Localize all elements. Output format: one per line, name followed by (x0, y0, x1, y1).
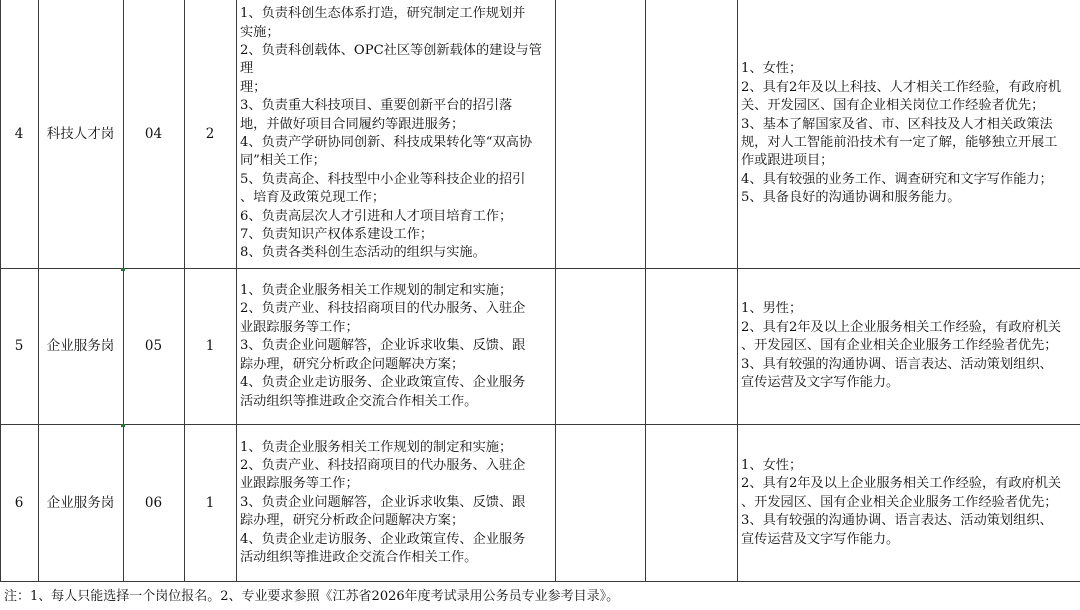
requirement-line: 作或跟进项目； (741, 153, 834, 169)
duty-line: 实施； (240, 24, 280, 40)
duty-line: 7、负责知识产权体系建设工作； (240, 227, 434, 243)
headcount (184, 269, 236, 424)
duty-line: 1、负责企业服务相关工作规划的制定和实施； (240, 439, 513, 455)
headcount-text: 1 (205, 338, 215, 354)
headcount (184, 425, 236, 581)
grid-line (737, 0, 738, 582)
requirement-line: 2、具有2年及以上科技、人才相关工作经验，有政府机 (741, 79, 1062, 95)
duty-line: 活动组织等推进政企交流合作相关工作。 (240, 393, 478, 409)
requirement-line: 规，对人工智能前沿技术有一定了解，能够独立开展工 (741, 135, 1058, 150)
row-index (0, 269, 38, 424)
duty-line: 地，并做好项目合同履约等跟进服务； (240, 116, 465, 132)
duty-line: 2、负责科创载体、OPC社区等创新载体的建设与管理 (240, 42, 542, 77)
position-name-text: 科技人才岗 (46, 125, 115, 142)
requirement-line: 宣传运营及文字写作能力。 (741, 375, 900, 391)
requirement-line: 1、男性； (741, 301, 803, 317)
row-index (0, 425, 38, 581)
table-footnote: 注：1、每人只能选择一个岗位报名。2、专业要求参照《江苏省2026年度考试录用公务员专业参考目录》。 (4, 589, 620, 604)
duty-line: 6、负责高层次人才引进和人才项目培育工作； (240, 208, 513, 224)
duty-line: 、培育及政策兑现工作； (240, 190, 386, 206)
duty-line: 3、负责重大科技项目、重要创新平台的招引落 (240, 98, 513, 114)
row-index-text: 5 (14, 338, 24, 354)
requirement-line: 3、具有较强的沟通协调、语言表达、活动策划组织、 (741, 513, 1053, 529)
requirements-cell (741, 0, 1080, 268)
duties-list (240, 282, 525, 411)
headcount-text: 1 (205, 494, 215, 511)
requirement-line: 5、具备良好的沟通协调和服务能力。 (741, 190, 961, 206)
position-name-text: 企业服务岗 (46, 494, 115, 511)
requirement-line: 1、女性； (741, 61, 803, 77)
duty-line: 踪办理，研究分析政企问题解决方案； (240, 356, 465, 372)
position-name-text: 企业服务岗 (46, 338, 115, 354)
requirement-line: 宣传运营及文字写作能力。 (741, 531, 900, 547)
duties-cell (240, 269, 554, 424)
requirements-cell (741, 425, 1080, 581)
requirement-line: 1、女性； (741, 457, 803, 473)
duty-line: 4、负责企业走访服务、企业政策宣传、企业服务 (240, 375, 526, 391)
duty-line: 1、负责科创生态体系打造，研究制定工作规划并 (240, 6, 526, 22)
duty-line: 理； (240, 79, 267, 95)
requirements-list (741, 60, 1061, 207)
headcount-text: 2 (205, 125, 215, 142)
duty-line: 3、负责企业问题解答，企业诉求收集、反馈、跟 (240, 494, 526, 510)
position-code (123, 0, 184, 268)
requirement-line: 2、具有2年及以上企业服务相关工作经验，有政府机关 (741, 476, 1062, 492)
duty-line: 业跟踪服务等工作； (240, 476, 359, 492)
duties-list (240, 439, 525, 568)
position-name (38, 0, 123, 268)
duties-cell (240, 425, 554, 581)
row-index (0, 0, 38, 268)
requirement-line: 关、开发园区、国有企业相关岗位工作经验者优先； (741, 98, 1045, 114)
requirement-line: 3、具有较强的沟通协调、语言表达、活动策划组织、 (741, 356, 1053, 372)
requirement-line: 2、具有2年及以上企业服务相关工作经验，有政府机关 (741, 319, 1062, 335)
requirement-line: 、开发园区、国有企业相关企业服务工作经验者优先； (741, 338, 1058, 354)
duty-line: 活动组织等推进政企交流合作相关工作。 (240, 550, 478, 566)
grid-line (645, 0, 646, 582)
duty-line: 5、负责高企、科技型中小企业等科技企业的招引 (240, 171, 526, 187)
grid-line (0, 581, 1080, 582)
position-code-text: 05 (144, 338, 163, 354)
duties-cell (240, 0, 554, 268)
requirement-line: 4、具有较强的业务工作、调查研究和文字写作能力； (741, 171, 1053, 187)
row-index-text: 6 (14, 494, 24, 511)
duty-line: 1、负责企业服务相关工作规划的制定和实施； (240, 283, 513, 299)
position-code (123, 269, 184, 424)
requirements-cell (741, 269, 1080, 424)
duty-line: 3、负责企业问题解答，企业诉求收集、反馈、跟 (240, 338, 526, 354)
requirement-line: 3、基本了解国家及省、市、区科技及人才相关政策法 (741, 116, 1053, 132)
requirement-line: 、开发园区、国有企业相关企业服务工作经验者优先； (741, 494, 1058, 510)
duty-line: 同”相关工作； (240, 153, 326, 169)
duty-line: 8、负责各类科创生态活动的组织与实施。 (240, 245, 486, 261)
position-name (38, 425, 123, 581)
requirements-list (741, 457, 1061, 549)
requirements-list (741, 300, 1061, 392)
grid-line (555, 0, 556, 582)
duty-line: 踪办理，研究分析政企问题解决方案； (240, 513, 465, 529)
duty-line: 4、负责产学研协同创新、科技成果转化等“双高协 (240, 135, 533, 150)
headcount (184, 0, 236, 268)
row-index-text: 4 (14, 125, 24, 142)
duty-line: 2、负责产业、科技招商项目的代办服务、入驻企 (240, 457, 526, 473)
position-code-text: 04 (144, 125, 163, 142)
duty-line: 4、负责企业走访服务、企业政策宣传、企业服务 (240, 531, 526, 547)
duty-line: 2、负责产业、科技招商项目的代办服务、入驻企 (240, 301, 526, 317)
grid-line (236, 0, 237, 582)
position-name (38, 269, 123, 424)
duties-list (240, 5, 554, 263)
duty-line: 业跟踪服务等工作； (240, 319, 359, 335)
position-code-text: 06 (144, 494, 163, 511)
position-code (123, 425, 184, 581)
